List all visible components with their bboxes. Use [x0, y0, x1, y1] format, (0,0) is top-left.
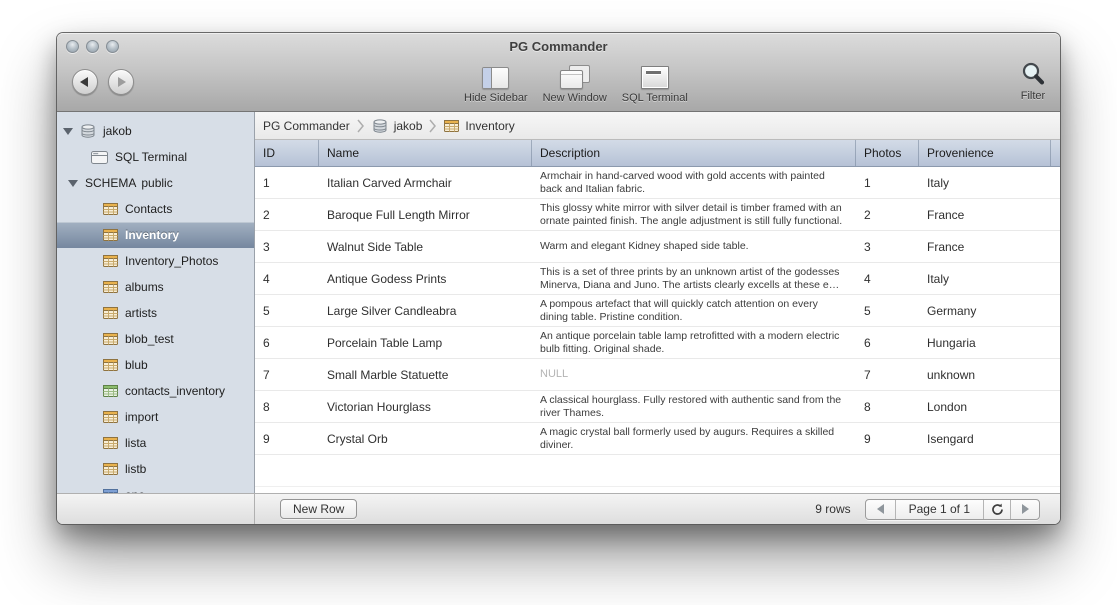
- new-row-button[interactable]: New Row: [280, 499, 357, 519]
- cell-photos[interactable]: 7: [864, 367, 871, 382]
- cell-id[interactable]: 4: [263, 271, 270, 286]
- sidebar-item-schema-public[interactable]: [57, 170, 254, 196]
- table-name: listb: [125, 462, 147, 476]
- cell-provenience[interactable]: France: [927, 207, 965, 222]
- cell-photos[interactable]: 4: [864, 271, 871, 286]
- pagination-control: [865, 499, 1040, 520]
- cell-provenience[interactable]: France: [927, 239, 965, 254]
- disclosure-triangle-icon[interactable]: [68, 180, 78, 187]
- prev-page-button[interactable]: [866, 500, 895, 519]
- table-row[interactable]: [255, 167, 1060, 199]
- sidebar-item-table-blub[interactable]: [57, 352, 254, 378]
- empty-row: [255, 455, 1060, 487]
- filter-button[interactable]: [1020, 61, 1046, 102]
- new-window-icon: [560, 65, 590, 89]
- cell-photos[interactable]: 3: [864, 239, 871, 254]
- table-row[interactable]: [255, 423, 1060, 455]
- cell-description[interactable]: An antique porcelain table lamp retrofitted with a modern electric bulb fitting. Original shade.: [540, 330, 840, 355]
- cell-name[interactable]: Walnut Side Table: [327, 239, 424, 254]
- new-window-label: New Window: [542, 92, 607, 104]
- main-area: [57, 112, 1060, 493]
- cell-description[interactable]: This glossy white mirror with silver detail is timber framed with an ornate painted finish. The angle adjustment is still fully functional.: [540, 202, 843, 227]
- breadcrumb-label: PG Commander: [263, 118, 350, 133]
- sidebar-item-server-jakob[interactable]: [57, 118, 254, 144]
- table-name: albums: [125, 280, 164, 294]
- table-name: Inventory: [125, 228, 180, 242]
- database-icon: [372, 119, 388, 133]
- nav-buttons: [72, 69, 134, 95]
- cell-id[interactable]: 9: [263, 431, 270, 446]
- column-header-name[interactable]: Name: [319, 140, 532, 166]
- toolbar: [464, 63, 688, 104]
- table-name: blob_test: [125, 332, 174, 346]
- next-page-icon: [1022, 504, 1029, 514]
- cell-provenience[interactable]: Hungaria: [927, 335, 976, 350]
- back-button[interactable]: [72, 69, 98, 95]
- table-icon: [103, 411, 118, 423]
- table-icon: [103, 463, 118, 475]
- table-icon-green: [103, 385, 118, 397]
- app-window: [57, 33, 1060, 524]
- cell-name[interactable]: Italian Carved Armchair: [327, 175, 452, 190]
- table-name: Contacts: [125, 202, 173, 216]
- cell-name[interactable]: Porcelain Table Lamp: [327, 335, 443, 350]
- new-window-button[interactable]: [543, 63, 607, 104]
- table-row[interactable]: [255, 231, 1060, 263]
- sidebar-item-table-inventory[interactable]: [57, 222, 254, 248]
- sidebar-item-table-albums[interactable]: [57, 274, 254, 300]
- table-icon: [103, 333, 118, 345]
- cell-photos[interactable]: 5: [864, 303, 871, 318]
- table-icon: [103, 307, 118, 319]
- cell-description[interactable]: A magic crystal ball formerly used by augurs. Requires a skilled diviner.: [540, 426, 835, 451]
- cell-name[interactable]: Baroque Full Length Mirror: [327, 207, 470, 222]
- column-header-provenience[interactable]: Provenience: [919, 140, 1051, 166]
- table-icon: [444, 120, 459, 132]
- hide-sidebar-button[interactable]: [464, 63, 528, 104]
- cell-id[interactable]: 2: [263, 207, 270, 222]
- table-name: lista: [125, 436, 147, 450]
- table-icon: [103, 281, 118, 293]
- table-icon: [103, 255, 118, 267]
- status-bar: [57, 493, 1060, 524]
- breadcrumb-item-table[interactable]: [444, 119, 514, 133]
- table-icon: [103, 437, 118, 449]
- column-header-description[interactable]: Description: [532, 140, 856, 166]
- table-row[interactable]: [255, 327, 1060, 359]
- refresh-button[interactable]: [983, 500, 1010, 519]
- breadcrumb: [255, 112, 1060, 140]
- schema-keyword: SCHEMA: [85, 176, 137, 190]
- breadcrumb-item-app[interactable]: [263, 119, 350, 133]
- server-name: jakob: [103, 124, 132, 138]
- sidebar-item-table-artists[interactable]: [57, 300, 254, 326]
- prev-page-icon: [877, 504, 884, 514]
- cell-name[interactable]: Large Silver Candleabra: [327, 303, 457, 318]
- disclosure-triangle-icon[interactable]: [63, 128, 73, 135]
- sidebar-item-table-contacts-inventory[interactable]: [57, 378, 254, 404]
- sql-terminal-icon: [641, 66, 669, 89]
- cell-description[interactable]: Warm and elegant Kidney shaped side table.: [540, 240, 749, 253]
- title-bar: [57, 33, 1060, 112]
- terminal-window-icon: [91, 151, 108, 164]
- filter-label: Filter: [1020, 90, 1046, 102]
- cell-provenience[interactable]: London: [927, 399, 968, 414]
- table-row[interactable]: [255, 391, 1060, 423]
- cell-name[interactable]: Victorian Hourglass: [327, 399, 431, 414]
- refresh-icon: [991, 503, 1004, 516]
- table-icon: [103, 203, 118, 215]
- cell-name[interactable]: Small Marble Statuette: [327, 367, 449, 382]
- cell-provenience[interactable]: Isengard: [927, 431, 974, 446]
- cell-description[interactable]: A pompous artefact that will quickly catch attention on every dining table. Pristine condition.: [540, 298, 818, 323]
- status-bar-sidebar-section: [57, 494, 255, 524]
- pagination-area: [815, 499, 1040, 520]
- sidebar-item-table-contacts[interactable]: [57, 196, 254, 222]
- sidebar-item-table-lista[interactable]: [57, 430, 254, 456]
- table-icon: [103, 359, 118, 371]
- next-page-button[interactable]: [1010, 500, 1039, 519]
- cell-id[interactable]: 7: [263, 367, 270, 382]
- sql-terminal-label: SQL Terminal: [621, 92, 688, 104]
- cell-description[interactable]: A classical hourglass. Fully restored with authentic sand from the river Thames.: [540, 394, 842, 419]
- column-header-filler: [1051, 140, 1060, 166]
- sidebar-item-table-blob-test[interactable]: [57, 326, 254, 352]
- breadcrumb-item-server[interactable]: [372, 119, 423, 133]
- sidebar-item-table-import[interactable]: [57, 404, 254, 430]
- table-icon: [103, 229, 118, 241]
- table-row[interactable]: [255, 263, 1060, 295]
- forward-icon: [118, 77, 126, 87]
- cell-photos[interactable]: 1: [864, 175, 871, 190]
- table-name: Inventory_Photos: [125, 254, 219, 268]
- table-row[interactable]: [255, 359, 1060, 391]
- cell-description[interactable]: Armchair in hand-carved wood with gold accents with painted back and Italian fabric.: [540, 170, 825, 195]
- cell-photos[interactable]: 8: [864, 399, 871, 414]
- cell-id[interactable]: 3: [263, 239, 270, 254]
- page-indicator: Page 1 of 1: [895, 500, 983, 519]
- cell-description-null[interactable]: NULL: [540, 368, 569, 381]
- table-name: blub: [125, 358, 148, 372]
- cell-id[interactable]: 5: [263, 303, 270, 318]
- table-name: artists: [125, 306, 158, 320]
- cell-description[interactable]: This is a set of three prints by an unknown artist of the godesses Minerva, Diana and Juno. The artists clearly excells at these e…: [540, 266, 840, 291]
- schema-name: public: [141, 176, 173, 190]
- chevron-right-icon: [429, 118, 437, 134]
- sidebar-panel-icon: [482, 67, 509, 89]
- window-title: PG Commander: [509, 39, 608, 54]
- chevron-right-icon: [357, 118, 365, 134]
- sql-terminal-button[interactable]: [622, 63, 688, 104]
- magnifier-icon: [1020, 61, 1046, 87]
- cell-photos[interactable]: 6: [864, 335, 871, 350]
- breadcrumb-label: Inventory: [465, 118, 515, 133]
- sidebar-item-table-inventory-photos[interactable]: [57, 248, 254, 274]
- table-row[interactable]: [255, 295, 1060, 327]
- cell-provenience[interactable]: Italy: [927, 271, 950, 286]
- cell-name[interactable]: Crystal Orb: [327, 431, 388, 446]
- cell-provenience[interactable]: Italy: [927, 175, 950, 190]
- sidebar-item-sql-terminal[interactable]: [57, 144, 254, 170]
- cell-id[interactable]: 8: [263, 399, 270, 414]
- cell-name[interactable]: Antique Godess Prints: [327, 271, 447, 286]
- cell-id[interactable]: 6: [263, 335, 270, 350]
- column-header-photos[interactable]: Photos: [856, 140, 919, 166]
- back-icon: [80, 77, 88, 87]
- hide-sidebar-label: Hide Sidebar: [464, 92, 528, 104]
- cell-provenience[interactable]: unknown: [927, 367, 976, 382]
- sql-terminal-label: SQL Terminal: [115, 150, 188, 164]
- cell-photos[interactable]: 9: [864, 431, 871, 446]
- forward-button[interactable]: [108, 69, 134, 95]
- cell-provenience[interactable]: Germany: [927, 303, 977, 318]
- table-header: [255, 140, 1060, 167]
- database-icon: [80, 124, 96, 138]
- content-area: [255, 112, 1060, 493]
- table-row[interactable]: [255, 199, 1060, 231]
- column-header-id[interactable]: ID: [255, 140, 319, 166]
- cell-photos[interactable]: 2: [864, 207, 871, 222]
- cell-id[interactable]: 1: [263, 175, 270, 190]
- sidebar-item-table-listb[interactable]: [57, 456, 254, 482]
- row-count: 9 rows: [815, 502, 851, 516]
- table-name: import: [125, 410, 159, 424]
- table-name: contacts_inventory: [125, 384, 226, 398]
- sidebar: [57, 112, 255, 493]
- table-body: [255, 167, 1060, 493]
- breadcrumb-label: jakob: [393, 118, 423, 133]
